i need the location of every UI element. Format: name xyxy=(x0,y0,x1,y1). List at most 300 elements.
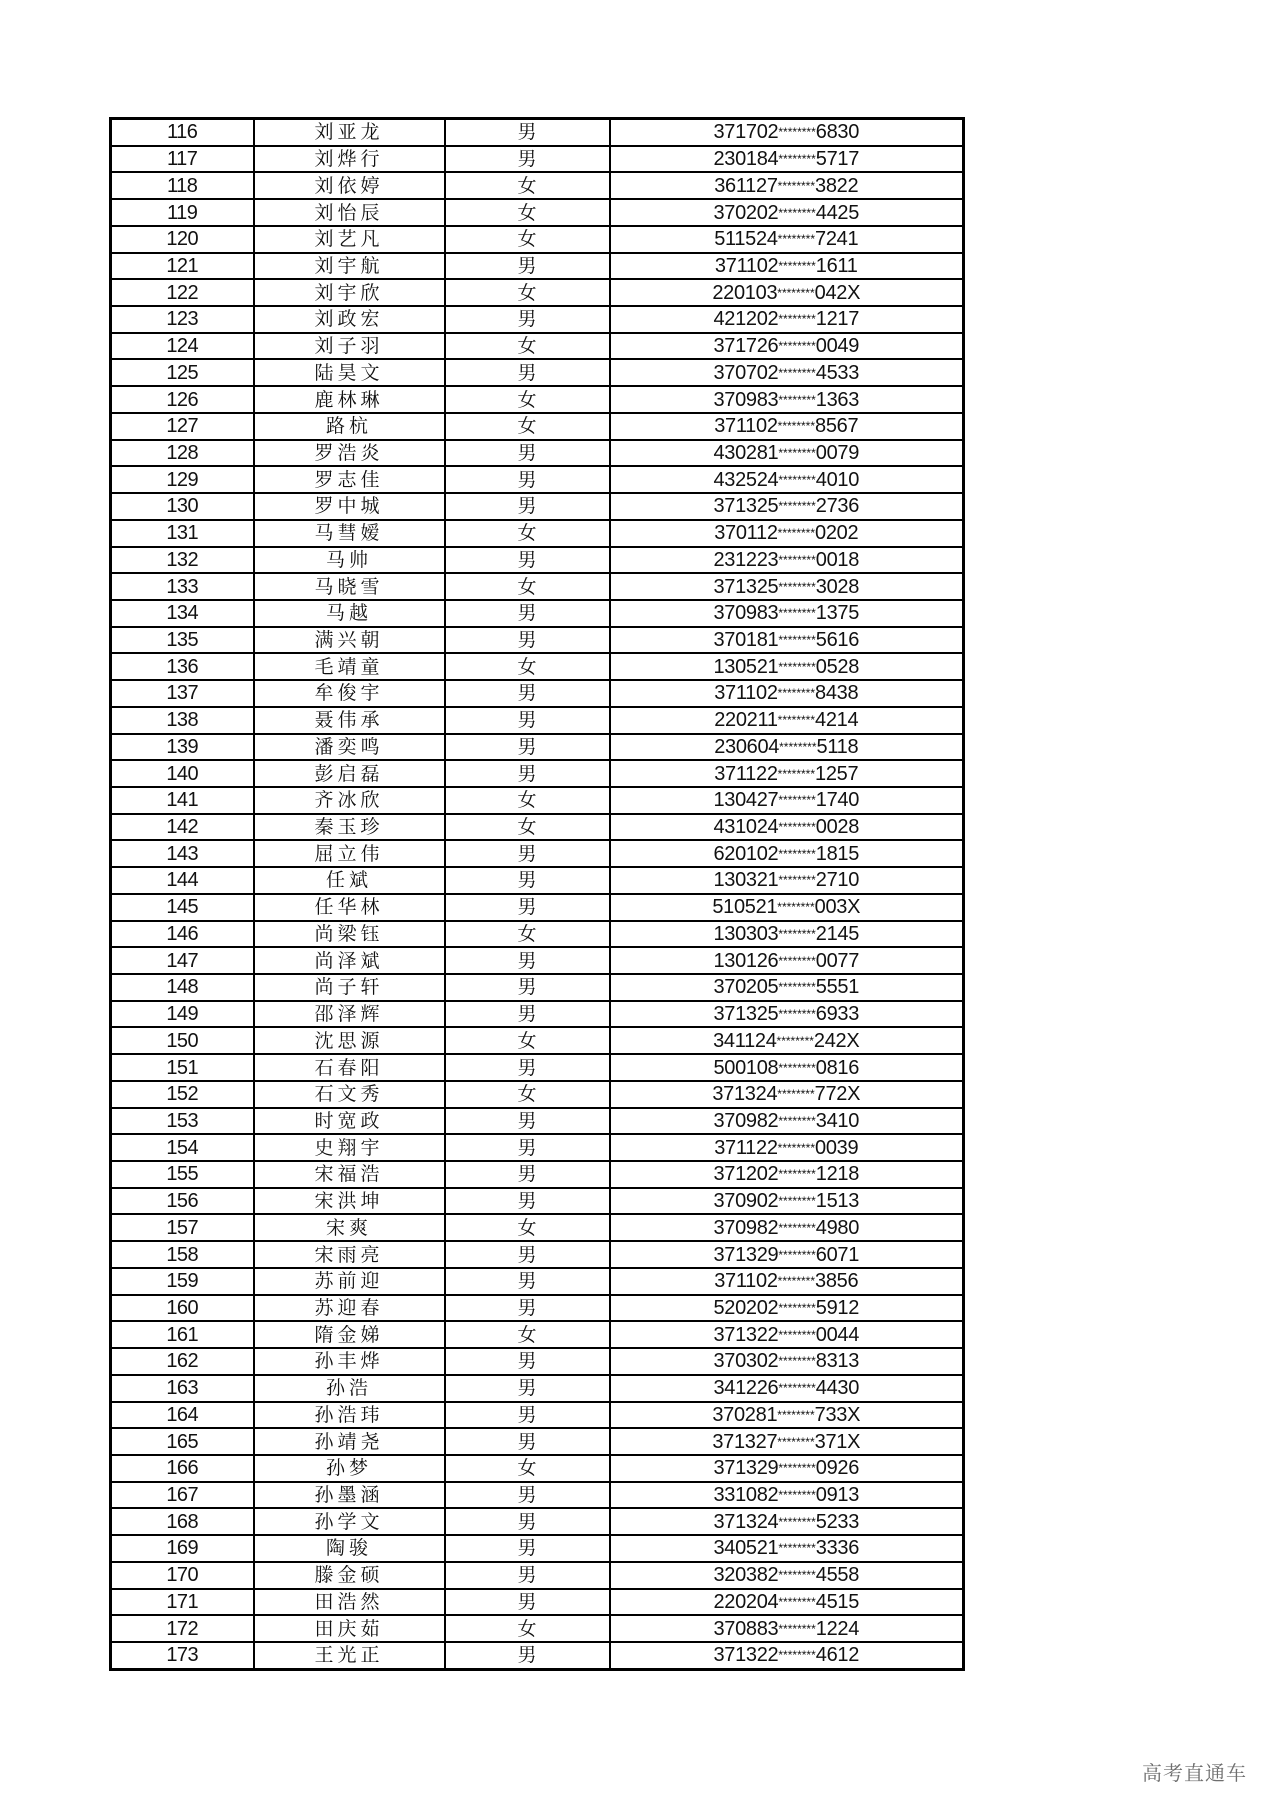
row-number-cell: 168 xyxy=(111,1508,254,1535)
id-suffix: 1217 xyxy=(815,308,860,331)
table-row xyxy=(111,279,964,306)
id-number-cell xyxy=(610,1054,964,1081)
id-number-cell xyxy=(610,1482,964,1509)
name-cell: 陆昊文 xyxy=(254,359,445,386)
table-row xyxy=(111,1321,964,1348)
id-prefix: 370205 xyxy=(713,976,779,999)
id-mask: ******** xyxy=(778,472,816,487)
id-prefix: 371726 xyxy=(713,335,779,358)
name-cell: 宋福浩 xyxy=(254,1161,445,1188)
id-prefix: 230604 xyxy=(714,735,780,758)
id-mask: ******** xyxy=(778,1327,816,1342)
id-suffix: 6933 xyxy=(815,1003,860,1026)
id-mask: ******** xyxy=(777,178,816,193)
name-cell: 罗中城 xyxy=(254,493,445,520)
name-cell: 孙浩玮 xyxy=(254,1402,445,1429)
id-suffix: 0528 xyxy=(815,655,860,678)
name-cell: 宋爽 xyxy=(254,1214,445,1241)
row-number-cell: 139 xyxy=(111,734,254,761)
row-number-cell: 127 xyxy=(111,413,254,440)
id-mask: ******** xyxy=(777,1087,815,1102)
row-number-cell: 130 xyxy=(111,493,254,520)
id-mask: ******** xyxy=(778,1300,816,1315)
id-prefix: 430281 xyxy=(713,441,779,464)
row-number-cell: 165 xyxy=(111,1428,254,1455)
id-number-cell xyxy=(610,1321,964,1348)
id-number-cell xyxy=(610,1562,964,1589)
id-prefix: 371329 xyxy=(713,1457,779,1480)
id-suffix: 0202 xyxy=(815,522,859,545)
gender-cell: 男 xyxy=(445,1642,610,1669)
gender-cell: 男 xyxy=(445,1589,610,1616)
id-mask: ******** xyxy=(778,499,816,514)
id-suffix: 7241 xyxy=(815,228,859,251)
name-cell: 刘宇欣 xyxy=(254,279,445,306)
id-mask: ******** xyxy=(778,258,816,273)
gender-cell: 女 xyxy=(445,172,610,199)
id-mask: ******** xyxy=(778,953,816,968)
table-row xyxy=(111,440,964,467)
gender-cell: 女 xyxy=(445,333,610,360)
row-number-cell: 132 xyxy=(111,547,254,574)
id-suffix: 3028 xyxy=(815,575,860,598)
id-prefix: 370702 xyxy=(713,361,779,384)
id-mask: ******** xyxy=(778,1381,816,1396)
id-number-cell xyxy=(610,1402,964,1429)
table-row xyxy=(111,1001,964,1028)
gender-cell: 男 xyxy=(445,440,610,467)
id-suffix: 1375 xyxy=(815,602,860,625)
table-row xyxy=(111,1562,964,1589)
table-row xyxy=(111,1589,964,1616)
table-row xyxy=(111,1268,964,1295)
name-cell: 邵泽辉 xyxy=(254,1001,445,1028)
row-number-cell: 171 xyxy=(111,1589,254,1616)
id-number-cell xyxy=(610,814,964,841)
table-row xyxy=(111,707,964,734)
name-cell: 满兴朝 xyxy=(254,627,445,654)
id-mask: ******** xyxy=(778,1167,816,1182)
id-mask: ******** xyxy=(778,820,816,835)
table-row xyxy=(111,1455,964,1482)
watermark-text: 高考直通车 xyxy=(1142,1761,1247,1785)
row-number-cell: 161 xyxy=(111,1321,254,1348)
row-number-cell: 170 xyxy=(111,1562,254,1589)
id-mask: ******** xyxy=(778,1514,816,1529)
row-number-cell: 153 xyxy=(111,1108,254,1135)
row-number-cell: 172 xyxy=(111,1615,254,1642)
table-row xyxy=(111,760,964,787)
id-suffix: 0913 xyxy=(815,1484,860,1507)
id-prefix: 130521 xyxy=(713,655,779,678)
id-number-cell xyxy=(610,440,964,467)
gender-cell: 男 xyxy=(445,947,610,974)
name-cell: 孙墨涵 xyxy=(254,1482,445,1509)
table-row xyxy=(111,146,964,173)
table-row xyxy=(111,493,964,520)
id-prefix: 620102 xyxy=(713,842,779,865)
name-cell: 鹿林琳 xyxy=(254,386,445,413)
id-number-cell xyxy=(610,867,964,894)
table-row xyxy=(111,386,964,413)
id-mask: ******** xyxy=(778,1568,816,1583)
id-prefix: 371329 xyxy=(713,1243,779,1266)
id-suffix: 5717 xyxy=(815,148,860,171)
id-prefix: 370302 xyxy=(713,1350,779,1373)
name-cell: 孙学文 xyxy=(254,1508,445,1535)
id-prefix: 371325 xyxy=(713,575,779,598)
gender-cell: 女 xyxy=(445,226,610,253)
name-cell: 刘政宏 xyxy=(254,306,445,333)
row-number-cell: 136 xyxy=(111,653,254,680)
id-prefix: 371325 xyxy=(713,495,779,518)
gender-cell: 男 xyxy=(445,1295,610,1322)
id-suffix: 5118 xyxy=(816,735,859,758)
table-row xyxy=(111,1081,964,1108)
id-suffix: 8438 xyxy=(815,682,859,705)
name-cell: 屈立伟 xyxy=(254,840,445,867)
name-cell: 尚泽斌 xyxy=(254,947,445,974)
id-suffix: 6830 xyxy=(815,121,860,144)
gender-cell: 男 xyxy=(445,1188,610,1215)
gender-cell: 男 xyxy=(445,1268,610,1295)
id-mask: ******** xyxy=(778,552,816,567)
id-prefix: 371322 xyxy=(713,1644,779,1667)
name-cell: 毛靖童 xyxy=(254,653,445,680)
id-mask: ******** xyxy=(777,900,815,915)
table-row xyxy=(111,1027,964,1054)
id-number-cell xyxy=(610,279,964,306)
gender-cell: 男 xyxy=(445,1482,610,1509)
name-cell: 任华林 xyxy=(254,894,445,921)
id-mask: ******** xyxy=(778,205,816,220)
gender-cell: 女 xyxy=(445,653,610,680)
gender-cell: 男 xyxy=(445,1375,610,1402)
id-suffix: 1611 xyxy=(815,254,858,277)
table-row xyxy=(111,787,964,814)
row-number-cell: 126 xyxy=(111,386,254,413)
id-prefix: 370281 xyxy=(712,1403,778,1426)
id-mask: ******** xyxy=(777,686,816,701)
table-row xyxy=(111,520,964,547)
id-suffix: 003X xyxy=(814,896,861,919)
id-mask: ******** xyxy=(779,739,817,754)
id-prefix: 341124 xyxy=(713,1029,777,1052)
table-row xyxy=(111,253,964,280)
id-mask: ******** xyxy=(777,232,816,247)
name-cell: 田庆茹 xyxy=(254,1615,445,1642)
id-mask: ******** xyxy=(778,1354,816,1369)
gender-cell: 男 xyxy=(445,974,610,1001)
row-number-cell: 149 xyxy=(111,1001,254,1028)
row-number-cell: 162 xyxy=(111,1348,254,1375)
id-number-cell xyxy=(610,119,964,146)
id-suffix: 6071 xyxy=(815,1243,860,1266)
id-suffix: 2710 xyxy=(815,869,860,892)
name-cell: 刘怡辰 xyxy=(254,199,445,226)
id-number-cell xyxy=(610,760,964,787)
gender-cell: 男 xyxy=(445,1134,610,1161)
gender-cell: 女 xyxy=(445,787,610,814)
gender-cell: 女 xyxy=(445,1214,610,1241)
id-prefix: 341226 xyxy=(713,1377,779,1400)
table-row xyxy=(111,1161,964,1188)
row-number-cell: 160 xyxy=(111,1295,254,1322)
id-prefix: 371327 xyxy=(712,1430,778,1453)
row-number-cell: 144 xyxy=(111,867,254,894)
row-number-cell: 129 xyxy=(111,466,254,493)
table-row xyxy=(111,226,964,253)
gender-cell: 女 xyxy=(445,386,610,413)
table-row xyxy=(111,867,964,894)
id-mask: ******** xyxy=(778,312,816,327)
table-row xyxy=(111,814,964,841)
table-row xyxy=(111,680,964,707)
id-suffix: 0049 xyxy=(815,335,860,358)
gender-cell: 男 xyxy=(445,627,610,654)
id-suffix: 0926 xyxy=(815,1457,860,1480)
id-suffix: 8313 xyxy=(815,1350,860,1373)
id-suffix: 4980 xyxy=(815,1216,860,1239)
row-number-cell: 134 xyxy=(111,600,254,627)
name-cell: 石文秀 xyxy=(254,1081,445,1108)
table-row xyxy=(111,306,964,333)
id-number-cell xyxy=(610,840,964,867)
id-number-cell xyxy=(610,1295,964,1322)
id-prefix: 320382 xyxy=(713,1564,779,1587)
id-mask: ******** xyxy=(778,926,816,941)
id-mask: ******** xyxy=(778,793,816,808)
table-row xyxy=(111,1615,964,1642)
id-mask: ******** xyxy=(778,152,816,167)
table-row xyxy=(111,359,964,386)
id-number-cell xyxy=(610,1081,964,1108)
name-cell: 刘亚龙 xyxy=(254,119,445,146)
id-prefix: 331082 xyxy=(713,1484,779,1507)
gender-cell: 男 xyxy=(445,600,610,627)
row-number-cell: 156 xyxy=(111,1188,254,1215)
id-mask: ******** xyxy=(778,1194,816,1209)
gender-cell: 女 xyxy=(445,1455,610,1482)
id-number-cell xyxy=(610,707,964,734)
name-cell: 苏迎春 xyxy=(254,1295,445,1322)
id-mask: ******** xyxy=(777,766,816,781)
id-suffix: 4430 xyxy=(815,1377,860,1400)
id-number-cell xyxy=(610,386,964,413)
row-number-cell: 118 xyxy=(111,172,254,199)
id-suffix: 8567 xyxy=(815,415,859,438)
id-suffix: 371X xyxy=(814,1430,861,1453)
row-number-cell: 135 xyxy=(111,627,254,654)
gender-cell: 男 xyxy=(445,1161,610,1188)
id-prefix: 130126 xyxy=(713,949,779,972)
id-mask: ******** xyxy=(778,339,816,354)
id-number-cell xyxy=(610,921,964,948)
table-row xyxy=(111,1295,964,1322)
row-number-cell: 155 xyxy=(111,1161,254,1188)
row-number-cell: 142 xyxy=(111,814,254,841)
id-suffix: 3410 xyxy=(815,1109,860,1132)
id-mask: ******** xyxy=(778,365,816,380)
row-number-cell: 173 xyxy=(111,1642,254,1669)
id-prefix: 361127 xyxy=(714,174,778,197)
name-cell: 聂伟承 xyxy=(254,707,445,734)
id-number-cell xyxy=(610,1615,964,1642)
id-number-cell xyxy=(610,1134,964,1161)
table-row xyxy=(111,600,964,627)
table-row xyxy=(111,573,964,600)
name-cell: 孙靖尧 xyxy=(254,1428,445,1455)
id-number-cell xyxy=(610,146,964,173)
id-suffix: 4214 xyxy=(815,709,859,732)
id-number-cell xyxy=(610,1535,964,1562)
gender-cell: 女 xyxy=(445,1027,610,1054)
id-mask: ******** xyxy=(777,419,816,434)
id-prefix: 510521 xyxy=(712,896,778,919)
id-number-cell xyxy=(610,680,964,707)
row-number-cell: 163 xyxy=(111,1375,254,1402)
id-number-cell xyxy=(610,1348,964,1375)
id-prefix: 431024 xyxy=(713,816,779,839)
row-number-cell: 140 xyxy=(111,760,254,787)
row-number-cell: 151 xyxy=(111,1054,254,1081)
id-prefix: 340521 xyxy=(713,1537,779,1560)
id-prefix: 370202 xyxy=(713,201,779,224)
gender-cell: 女 xyxy=(445,921,610,948)
id-prefix: 520202 xyxy=(713,1296,779,1319)
name-cell: 罗浩炎 xyxy=(254,440,445,467)
table-row xyxy=(111,1375,964,1402)
id-number-cell xyxy=(610,359,964,386)
id-suffix: 1740 xyxy=(815,789,860,812)
table-row xyxy=(111,1348,964,1375)
gender-cell: 女 xyxy=(445,814,610,841)
table-row xyxy=(111,921,964,948)
table-row xyxy=(111,413,964,440)
id-number-cell xyxy=(610,413,964,440)
id-number-cell xyxy=(610,547,964,574)
name-cell: 秦玉珍 xyxy=(254,814,445,841)
row-number-cell: 159 xyxy=(111,1268,254,1295)
id-prefix: 370883 xyxy=(713,1617,779,1640)
id-mask: ******** xyxy=(777,1434,815,1449)
id-number-cell xyxy=(610,493,964,520)
id-mask: ******** xyxy=(778,606,816,621)
name-cell: 刘依婷 xyxy=(254,172,445,199)
id-prefix: 370983 xyxy=(713,388,779,411)
id-suffix: 0077 xyxy=(815,949,860,972)
id-prefix: 231223 xyxy=(713,548,779,571)
id-mask: ******** xyxy=(778,392,816,407)
row-number-cell: 116 xyxy=(111,119,254,146)
roster-table-body xyxy=(111,119,964,1670)
row-number-cell: 154 xyxy=(111,1134,254,1161)
table-row xyxy=(111,1428,964,1455)
row-number-cell: 138 xyxy=(111,707,254,734)
id-number-cell xyxy=(610,653,964,680)
name-cell: 刘烨行 xyxy=(254,146,445,173)
id-prefix: 370983 xyxy=(713,602,779,625)
name-cell: 牟俊宇 xyxy=(254,680,445,707)
gender-cell: 女 xyxy=(445,1615,610,1642)
name-cell: 时宽政 xyxy=(254,1108,445,1135)
gender-cell: 男 xyxy=(445,707,610,734)
row-number-cell: 150 xyxy=(111,1027,254,1054)
id-prefix: 220103 xyxy=(712,281,778,304)
name-cell: 孙梦 xyxy=(254,1455,445,1482)
id-number-cell xyxy=(610,1027,964,1054)
row-number-cell: 123 xyxy=(111,306,254,333)
table-row xyxy=(111,1482,964,1509)
id-number-cell xyxy=(610,1268,964,1295)
table-row xyxy=(111,466,964,493)
gender-cell: 男 xyxy=(445,1054,610,1081)
id-mask: ******** xyxy=(778,1113,816,1128)
name-cell: 尚子轩 xyxy=(254,974,445,1001)
id-suffix: 772X xyxy=(814,1083,861,1106)
id-suffix: 5551 xyxy=(815,976,860,999)
name-cell: 史翔宇 xyxy=(254,1134,445,1161)
name-cell: 王光正 xyxy=(254,1642,445,1669)
row-number-cell: 128 xyxy=(111,440,254,467)
id-suffix: 0079 xyxy=(815,441,860,464)
row-number-cell: 167 xyxy=(111,1482,254,1509)
roster-table xyxy=(109,117,965,1671)
row-number-cell: 143 xyxy=(111,840,254,867)
id-suffix: 4010 xyxy=(815,468,860,491)
table-row xyxy=(111,1214,964,1241)
id-suffix: 242X xyxy=(813,1029,860,1052)
table-row xyxy=(111,333,964,360)
id-prefix: 511524 xyxy=(714,228,778,251)
row-number-cell: 124 xyxy=(111,333,254,360)
gender-cell: 女 xyxy=(445,1321,610,1348)
gender-cell: 男 xyxy=(445,493,610,520)
id-prefix: 370982 xyxy=(713,1109,779,1132)
id-suffix: 2736 xyxy=(815,495,860,518)
id-mask: ******** xyxy=(778,1007,816,1022)
id-number-cell xyxy=(610,974,964,1001)
table-row xyxy=(111,1642,964,1669)
id-suffix: 1363 xyxy=(815,388,860,411)
id-mask: ******** xyxy=(778,579,816,594)
id-mask: ******** xyxy=(778,980,816,995)
name-cell: 刘宇航 xyxy=(254,253,445,280)
gender-cell: 女 xyxy=(445,520,610,547)
id-number-cell xyxy=(610,947,964,974)
id-prefix: 130303 xyxy=(713,922,779,945)
gender-cell: 男 xyxy=(445,547,610,574)
gender-cell: 男 xyxy=(445,1562,610,1589)
id-suffix: 3822 xyxy=(815,174,859,197)
row-number-cell: 145 xyxy=(111,894,254,921)
id-mask: ******** xyxy=(778,1247,816,1262)
gender-cell: 男 xyxy=(445,466,610,493)
id-suffix: 1224 xyxy=(815,1617,860,1640)
row-number-cell: 152 xyxy=(111,1081,254,1108)
gender-cell: 男 xyxy=(445,146,610,173)
table-row xyxy=(111,840,964,867)
name-cell: 田浩然 xyxy=(254,1589,445,1616)
id-suffix: 5233 xyxy=(815,1510,860,1533)
row-number-cell: 158 xyxy=(111,1241,254,1268)
row-number-cell: 137 xyxy=(111,680,254,707)
table-row xyxy=(111,1054,964,1081)
id-mask: ******** xyxy=(778,846,816,861)
id-suffix: 1218 xyxy=(815,1163,860,1186)
id-mask: ******** xyxy=(777,1407,815,1422)
row-number-cell: 146 xyxy=(111,921,254,948)
